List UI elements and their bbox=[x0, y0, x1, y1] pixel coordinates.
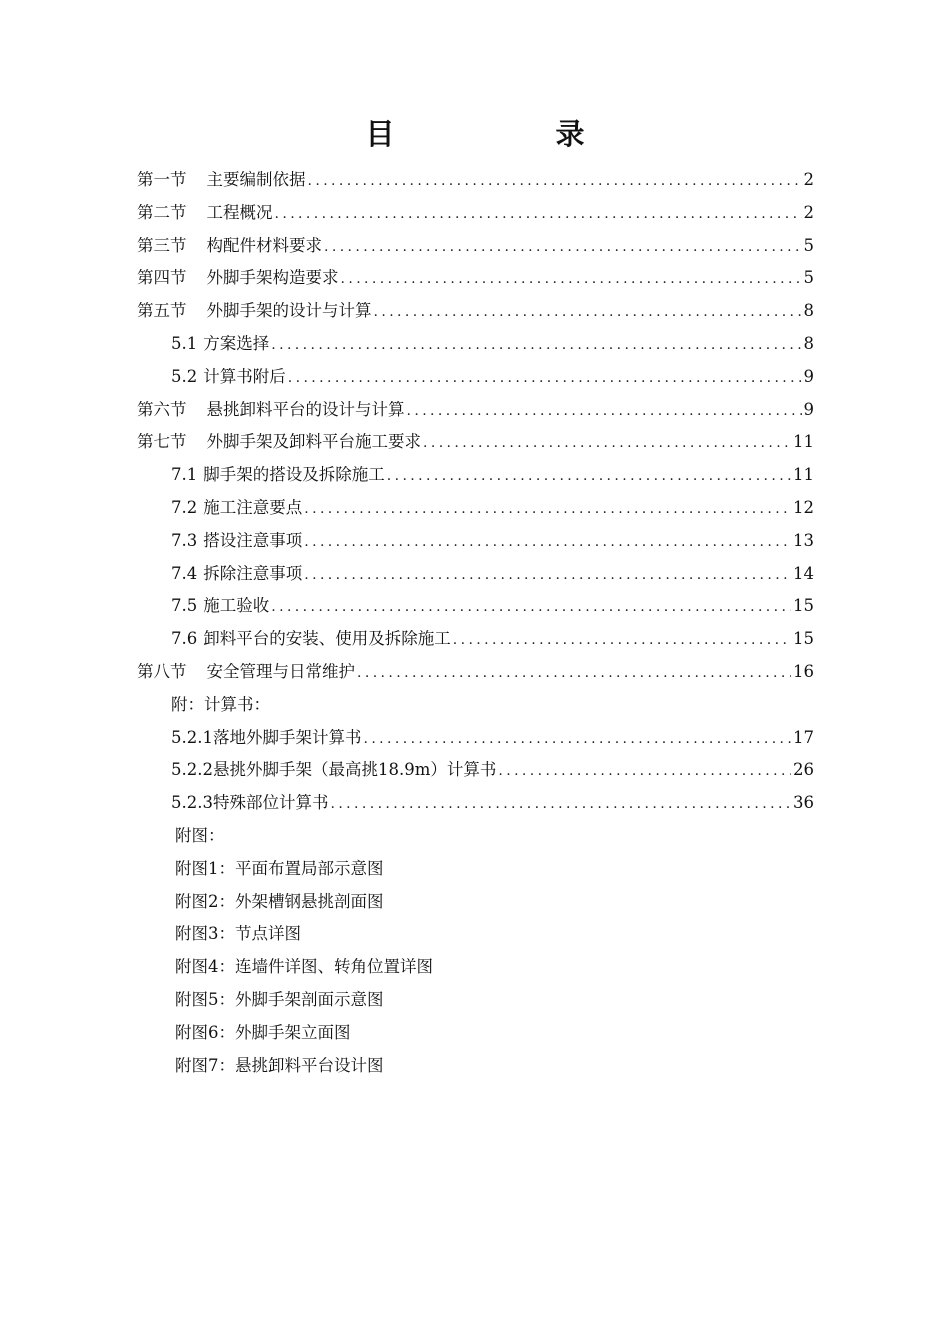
toc-subentry[interactable] bbox=[137, 590, 814, 623]
toc-subsection-number: 5.2.1 bbox=[171, 727, 213, 747]
toc-leader-dots bbox=[423, 427, 791, 460]
toc-subsection-number: 7.1 bbox=[171, 465, 198, 485]
toc-page-number: 13 bbox=[793, 530, 814, 550]
toc-subsection-number: 7.4 bbox=[171, 563, 198, 583]
toc-leader-dots bbox=[275, 198, 802, 231]
toc-entry[interactable] bbox=[137, 262, 814, 295]
toc-entry-text: 搭设注意事项 bbox=[203, 530, 303, 550]
toc-page-number: 5 bbox=[803, 268, 814, 288]
toc-entry-text: 特殊部位计算书 bbox=[212, 793, 329, 813]
toc-entry-text: 施工验收 bbox=[203, 596, 270, 616]
toc-entry[interactable] bbox=[137, 230, 814, 263]
toc-entry-text: 外脚手架构造要求 bbox=[206, 268, 339, 288]
toc-leader-dots bbox=[341, 263, 802, 296]
appendix-figure-text: 附图6：外脚手架立面图 bbox=[175, 1022, 351, 1042]
toc-leader-dots bbox=[288, 362, 802, 395]
toc-subsection-number: 7.2 bbox=[171, 497, 198, 517]
appendix-figure-text: 附图4：连墙件详图、转角位置详图 bbox=[175, 957, 433, 977]
toc-page-number: 16 bbox=[793, 661, 814, 681]
toc-section-label: 第八节 bbox=[137, 661, 187, 681]
toc-entry-text: 外脚手架及卸料平台施工要求 bbox=[206, 432, 421, 452]
toc-section-label: 第二节 bbox=[137, 202, 187, 222]
toc-subentry[interactable] bbox=[137, 361, 814, 394]
toc-entry-text: 拆除注意事项 bbox=[203, 563, 303, 583]
toc-subentry[interactable] bbox=[137, 558, 814, 591]
toc-entry-text: 脚手架的搭设及拆除施工 bbox=[203, 465, 385, 485]
toc-subsection-number: 5.2.2 bbox=[171, 760, 213, 780]
toc-subsection-number: 5.1 bbox=[171, 333, 198, 353]
toc-entry-text: 施工注意要点 bbox=[203, 497, 303, 517]
toc-section-label: 第一节 bbox=[137, 170, 187, 189]
toc-page-number: 8 bbox=[803, 333, 814, 353]
toc-page-number: 26 bbox=[793, 760, 814, 780]
toc-leader-dots bbox=[453, 624, 791, 657]
toc-entry[interactable] bbox=[137, 394, 814, 427]
appendix-figure-item bbox=[137, 918, 814, 951]
toc-subentry[interactable] bbox=[137, 623, 814, 656]
toc-leader-dots bbox=[374, 296, 802, 329]
toc-section-label: 第三节 bbox=[137, 235, 187, 255]
appendix-figure-text: 附图1：平面布置局部示意图 bbox=[175, 858, 384, 878]
toc-leader-dots bbox=[363, 723, 791, 756]
toc-entry-text: 落地外脚手架计算书 bbox=[212, 727, 362, 747]
appendix-figure-item bbox=[137, 1050, 814, 1083]
appendix-figures-label: 附图： bbox=[175, 825, 225, 845]
toc-leader-dots bbox=[304, 526, 791, 559]
toc-page-number: 9 bbox=[803, 366, 814, 386]
appendix-figure-item bbox=[137, 886, 814, 919]
toc-entry-text: 悬挑外脚手架（最高挑18.9m）计算书 bbox=[212, 760, 497, 780]
toc-page-number: 14 bbox=[793, 563, 814, 583]
toc-leader-dots bbox=[330, 788, 791, 821]
toc-section-label: 第七节 bbox=[137, 432, 187, 452]
appendix-figure-text: 附图3：节点详图 bbox=[175, 924, 301, 944]
toc-subentry[interactable] bbox=[137, 787, 814, 820]
appendix-figure-text: 附图2：外架槽钢悬挑剖面图 bbox=[175, 891, 384, 911]
toc-subentry[interactable] bbox=[137, 525, 814, 558]
toc-subsection-number: 7.6 bbox=[171, 629, 198, 649]
toc-subentry[interactable] bbox=[137, 754, 814, 787]
toc-entry[interactable] bbox=[137, 426, 814, 459]
toc-page-number: 2 bbox=[803, 202, 814, 222]
toc-leader-dots bbox=[271, 591, 791, 624]
appendix-figure-item bbox=[137, 951, 814, 984]
toc-entry-text: 工程概况 bbox=[206, 202, 273, 222]
appendix-figure-item bbox=[137, 1017, 814, 1050]
toc-entry-text: 构配件材料要求 bbox=[206, 235, 322, 255]
toc-subsection-number: 7.3 bbox=[171, 530, 198, 550]
toc-leader-dots bbox=[498, 755, 791, 788]
toc-appendix-heading bbox=[137, 689, 814, 722]
appendix-figure-item bbox=[137, 853, 814, 886]
toc-page-number: 36 bbox=[793, 793, 814, 813]
toc-subsection-number: 5.2.3 bbox=[171, 793, 213, 813]
toc-entry-text: 悬挑卸料平台的设计与计算 bbox=[206, 399, 405, 419]
toc-subentry[interactable] bbox=[137, 328, 814, 361]
appendix-figure-item bbox=[137, 984, 814, 1017]
toc-entry-text: 计算书附后 bbox=[203, 366, 286, 386]
toc-leader-dots bbox=[324, 231, 802, 264]
toc-page-number: 15 bbox=[793, 596, 814, 616]
toc-page-number: 15 bbox=[793, 629, 814, 649]
toc-leader-dots bbox=[271, 329, 801, 362]
toc-section-label: 第六节 bbox=[137, 399, 187, 419]
toc-subsection-number: 5.2 bbox=[171, 366, 198, 386]
appendix-figure-text: 附图5：外脚手架剖面示意图 bbox=[175, 989, 384, 1009]
toc-subsection-number: 7.5 bbox=[171, 596, 198, 616]
toc-entry[interactable] bbox=[137, 656, 814, 689]
appendix-figure-text: 附图7：悬挑卸料平台设计图 bbox=[175, 1055, 384, 1075]
table-of-contents bbox=[137, 164, 814, 1082]
toc-page-number: 17 bbox=[793, 727, 814, 747]
toc-page-number: 9 bbox=[803, 399, 814, 419]
toc-page-number: 5 bbox=[803, 235, 814, 255]
toc-leader-dots bbox=[407, 395, 802, 428]
toc-page-number: 2 bbox=[803, 170, 814, 189]
toc-entry-text: 方案选择 bbox=[203, 333, 270, 353]
toc-page-number: 11 bbox=[793, 465, 814, 485]
toc-leader-dots bbox=[304, 559, 791, 592]
toc-section-label: 第四节 bbox=[137, 268, 187, 288]
appendix-figures-heading bbox=[137, 820, 814, 853]
toc-leader-dots bbox=[357, 657, 791, 690]
toc-leader-dots bbox=[387, 460, 791, 493]
toc-subentry[interactable] bbox=[137, 492, 814, 525]
toc-subentry[interactable] bbox=[137, 459, 814, 492]
toc-entry[interactable] bbox=[137, 295, 814, 328]
toc-entry-text: 主要编制依据 bbox=[206, 170, 306, 189]
toc-page-number: 11 bbox=[793, 432, 814, 452]
appendix-label: 附：计算书： bbox=[171, 694, 270, 714]
toc-entry-text: 外脚手架的设计与计算 bbox=[206, 301, 372, 321]
toc-leader-dots bbox=[308, 165, 802, 198]
toc-entry[interactable] bbox=[137, 164, 814, 197]
page-title: 目 录 bbox=[365, 117, 651, 151]
toc-entry-text: 卸料平台的安装、使用及拆除施工 bbox=[203, 629, 451, 649]
toc-section-label: 第五节 bbox=[137, 301, 187, 321]
toc-entry[interactable] bbox=[137, 197, 814, 230]
toc-leader-dots bbox=[304, 493, 791, 526]
toc-entry-text: 安全管理与日常维护 bbox=[206, 661, 355, 681]
toc-page-number: 8 bbox=[803, 301, 814, 321]
toc-page-number: 12 bbox=[793, 497, 814, 517]
toc-subentry[interactable] bbox=[137, 722, 814, 755]
